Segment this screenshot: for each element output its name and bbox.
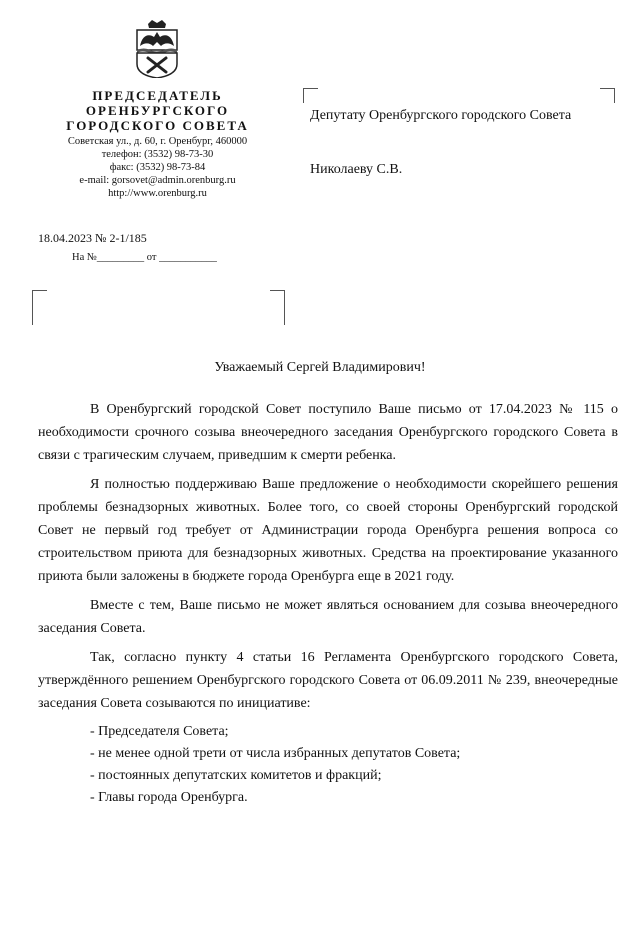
org-title-line-2: ОРЕНБУРГСКОГО bbox=[85, 103, 230, 118]
initiative-list bbox=[90, 721, 618, 809]
paragraph-2: Я полностью поддерживаю Ваше предложение о необходимости скорейшего решения проблемы безнадзорных животных. Более того, со своей стороны Оренбургский городской Совет не первый год требует от Администрации города Оренбурга решения вопроса со строительством приюта для безнадзорных животных. Средства на проектирование указанного приюта были заложены в бюджете города Оренбурга еще в 2021 году. bbox=[38, 477, 618, 584]
paragraph-1: В Оренбургский городской Совет поступило Ваше письмо от 17.04.2023 № 115 о необходимости срочного созыва внеочередного заседания Оренбургского городского Совета в связи с трагическим случаем, приведшим к смерти ребенка. bbox=[38, 402, 618, 463]
frame-corner-top-right bbox=[600, 88, 615, 103]
sender-header bbox=[40, 88, 275, 200]
list-item: - не менее одной трети от числа избранных депутатов Совета; bbox=[90, 746, 461, 761]
sender-website: http://www.orenburg.ru bbox=[108, 188, 207, 199]
coat-of-arms-icon bbox=[134, 20, 180, 78]
list-item: - Главы города Оренбурга. bbox=[90, 790, 248, 805]
frame-corner-lower-right bbox=[270, 290, 285, 325]
addressee-name: Николаеву С.В. bbox=[310, 162, 403, 177]
list-item: - постоянных депутатских комитетов и фракций; bbox=[90, 768, 382, 783]
sender-fax: факс: (3532) 98-73-84 bbox=[109, 162, 206, 173]
org-title-line-1: ПРЕДСЕДАТЕЛЬ bbox=[92, 88, 223, 103]
sender-address: Советская ул., д. 60, г. Оренбург, 460000 bbox=[67, 136, 248, 147]
addressee-line: Депутату Оренбургского городского Совета bbox=[310, 108, 572, 123]
salutation: Уважаемый Сергей Владимирович! bbox=[214, 360, 426, 375]
paragraph-4: Так, согласно пункту 4 статьи 16 Регламента Оренбургского городского Совета, утверждённого решением Оренбургского городского Совета от 06.09.2011 № 239, внеочередные заседания Совета созываются по инициативе: bbox=[38, 650, 618, 711]
incoming-reference: На №_________ от ___________ bbox=[72, 252, 217, 263]
letter-body bbox=[38, 398, 618, 809]
org-title-line-3: ГОРОДСКОГО СОВЕТА bbox=[66, 118, 249, 133]
frame-corner-top-left bbox=[303, 88, 318, 103]
outgoing-date-number: 18.04.2023 № 2-1/185 bbox=[38, 231, 147, 245]
sender-email: e-mail: gorsovet@admin.orenburg.ru bbox=[79, 175, 236, 186]
list-item: - Председателя Совета; bbox=[90, 724, 229, 739]
sender-phone: телефон: (3532) 98-73-30 bbox=[101, 149, 214, 160]
frame-corner-lower-left bbox=[32, 290, 47, 325]
paragraph-3: Вместе с тем, Ваше письмо не может являться основанием для созыва внеочередного заседания Совета. bbox=[38, 598, 618, 636]
